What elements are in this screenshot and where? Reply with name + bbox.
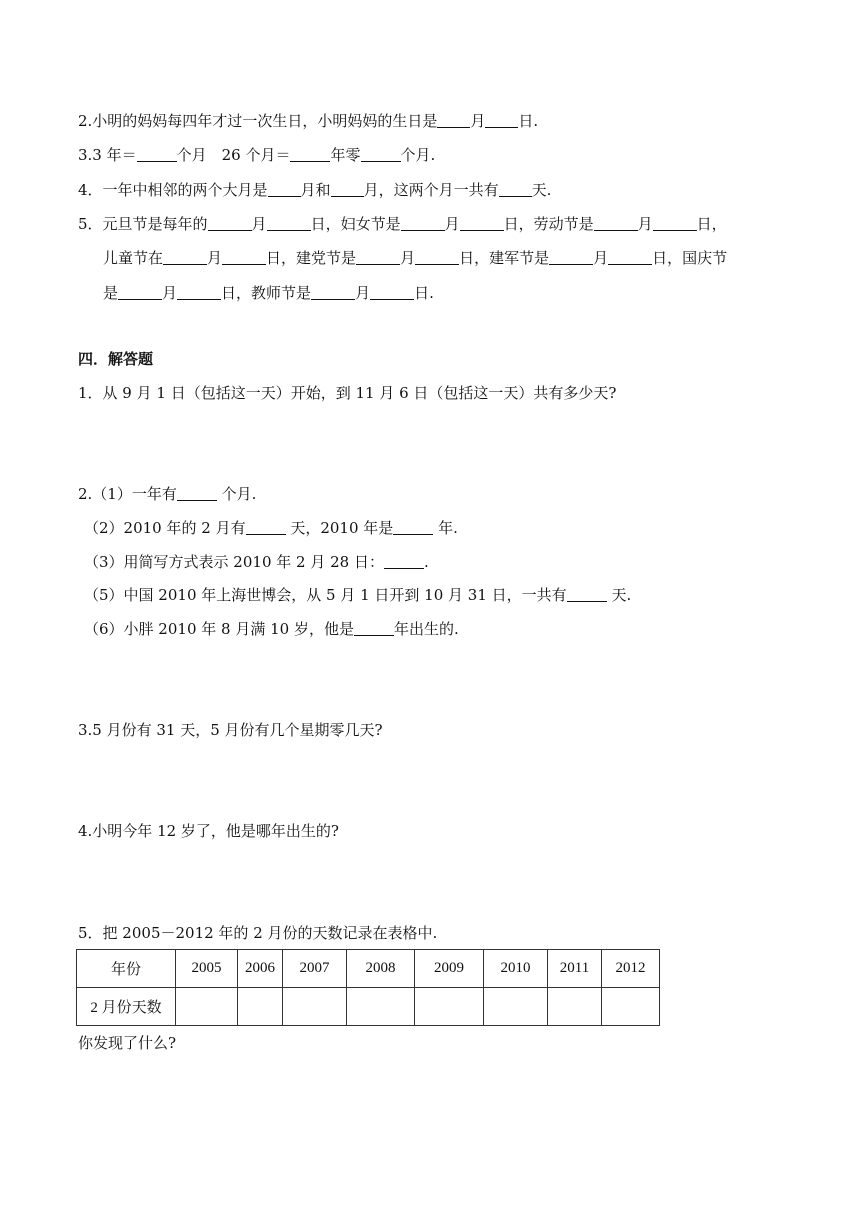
- answer-blank[interactable]: [415, 249, 459, 265]
- answer-blank[interactable]: [499, 181, 532, 197]
- fill-question-3: 3.3 年＝ 个月 26 个月＝ 年零 个月.: [78, 146, 436, 164]
- problem-5-follow-up: 你发现了什么?: [78, 1034, 177, 1052]
- year-cell: 2008: [347, 950, 415, 988]
- year-cell: 2005: [176, 950, 238, 988]
- answer-cell[interactable]: [176, 988, 238, 1026]
- answer-blank[interactable]: [311, 284, 355, 300]
- problem-1: 1．从 9 月 1 日（包括这一天）开始，到 11 月 6 日（包括这一天）共有多少天?: [78, 384, 617, 402]
- answer-cell[interactable]: [415, 988, 484, 1026]
- answer-blank[interactable]: [118, 284, 162, 300]
- answer-blank[interactable]: [549, 249, 593, 265]
- table-row: [77, 988, 660, 1026]
- problem-2-part-2: （2）2010 年的 2 月有 天，2010 年是 年.: [84, 519, 458, 537]
- answer-blank[interactable]: [177, 485, 217, 501]
- answer-blank[interactable]: [208, 215, 252, 231]
- answer-blank[interactable]: [137, 146, 177, 162]
- answer-blank[interactable]: [384, 553, 424, 569]
- answer-blank[interactable]: [331, 181, 364, 197]
- year-cell: 2006: [238, 950, 283, 988]
- answer-blank[interactable]: [370, 284, 414, 300]
- problem-4: 4.小明今年 12 岁了，他是哪年出生的?: [78, 822, 339, 840]
- fill-question-5-line-2: 儿童节在 月 日，建党节是 月 日，建军节是 月 日，国庆节: [103, 249, 728, 267]
- year-cell: 2012: [602, 950, 660, 988]
- answer-cell[interactable]: [548, 988, 602, 1026]
- answer-blank[interactable]: [267, 215, 311, 231]
- answer-cell[interactable]: [238, 988, 283, 1026]
- problem-2-part-1: 2.（1）一年有 个月.: [78, 485, 257, 503]
- year-cell: 2010: [484, 950, 548, 988]
- answer-blank[interactable]: [393, 519, 433, 535]
- february-days-table: [76, 949, 660, 1026]
- table-header-label: 年份: [77, 950, 176, 988]
- table-row: [77, 950, 660, 988]
- answer-blank[interactable]: [222, 249, 266, 265]
- section-title: 四．解答题: [78, 350, 154, 368]
- answer-blank[interactable]: [567, 586, 607, 602]
- answer-blank[interactable]: [177, 284, 221, 300]
- answer-blank[interactable]: [594, 215, 638, 231]
- answer-cell[interactable]: [602, 988, 660, 1026]
- answer-cell[interactable]: [347, 988, 415, 1026]
- answer-cell[interactable]: [484, 988, 548, 1026]
- answer-blank[interactable]: [361, 146, 401, 162]
- fill-question-5-line-1: 5．元旦节是每年的 月 日，妇女节是 月 日，劳动节是 月 日，: [78, 215, 727, 233]
- answer-cell[interactable]: [283, 988, 347, 1026]
- answer-blank[interactable]: [356, 249, 400, 265]
- answer-blank[interactable]: [268, 181, 301, 197]
- problem-5: 5．把 2005－2012 年的 2 月份的天数记录在表格中.: [78, 924, 438, 942]
- fill-question-4: 4．一年中相邻的两个大月是 月和 月，这两个月一共有 天.: [78, 181, 552, 199]
- year-cell: 2011: [548, 950, 602, 988]
- fill-question-2: 2.小明的妈妈每四年才过一次生日，小明妈妈的生日是 月 日.: [78, 112, 539, 130]
- problem-2-part-6: （6）小胖 2010 年 8 月满 10 岁，他是 年出生的.: [84, 620, 459, 638]
- problem-2-part-3: （3）用简写方式表示 2010 年 2 月 28 日： .: [84, 553, 429, 571]
- problem-2-part-5: （5）中国 2010 年上海世博会，从 5 月 1 日开到 10 月 31 日，一共有 天.: [84, 586, 632, 604]
- answer-blank[interactable]: [163, 249, 207, 265]
- table-row-label: 2 月份天数: [77, 988, 176, 1026]
- answer-blank[interactable]: [437, 112, 470, 128]
- answer-blank[interactable]: [246, 519, 286, 535]
- answer-blank[interactable]: [608, 249, 652, 265]
- answer-blank[interactable]: [485, 112, 518, 128]
- fill-question-5-line-3: 是 月 日，教师节是 月 日.: [103, 284, 434, 302]
- problem-3: 3.5 月份有 31 天，5 月份有几个星期零几天?: [78, 721, 383, 739]
- year-cell: 2007: [283, 950, 347, 988]
- answer-blank[interactable]: [401, 215, 445, 231]
- answer-blank[interactable]: [460, 215, 504, 231]
- year-cell: 2009: [415, 950, 484, 988]
- answer-blank[interactable]: [354, 620, 394, 636]
- answer-blank[interactable]: [290, 146, 330, 162]
- answer-blank[interactable]: [653, 215, 697, 231]
